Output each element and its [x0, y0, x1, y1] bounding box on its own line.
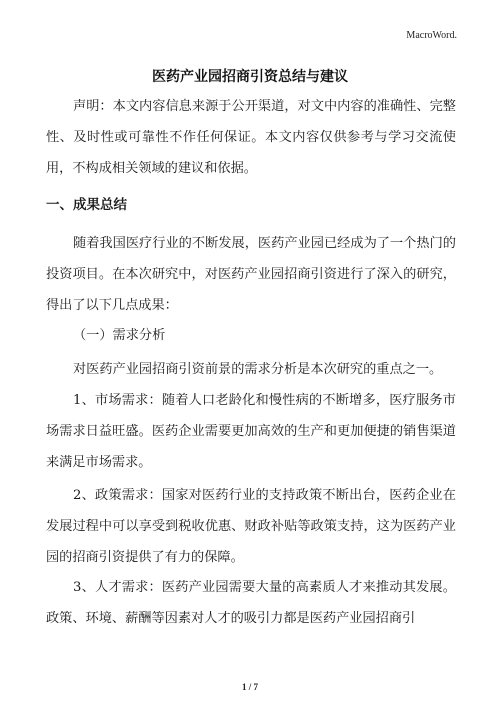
brand-label: MacroWord.: [406, 30, 457, 41]
list-item-market: 1、市场需求：随着人口老龄化和慢性病的不断增多，医疗服务市场需求日益旺盛。医药企业需要更加高效的生产和更加便捷的销售渠道来满足市场需求。: [46, 393, 456, 470]
list-item-talent: 3、人才需求：医药产业园需要大量的高素质人才来推动其发展。政策、环境、薪酬等因素对人才的吸引力都是医药产业园招商引: [46, 580, 456, 626]
disclaimer-paragraph: 声明：本文内容信息来源于公开渠道，对文中内容的准确性、完整性、及时性或可靠性不作任何保证。本文内容仅供参考与学习交流使用，不构成相关领域的建议和依据。: [46, 99, 456, 176]
page-number: 1 / 7: [241, 682, 258, 692]
list-item-policy: 2、政策需求：国家对医药行业的支持政策不断出台，医药企业在发展过程中可以享受到税收优惠、财政补贴等政策支持，这为医药产业园的招商引资提供了有力的保障。: [46, 488, 456, 565]
subsection-intro-paragraph: 对医药产业园招商引资前景的需求分析是本次研究的重点之一。: [73, 362, 443, 377]
subsection-heading: （一）需求分析: [73, 328, 166, 343]
section-heading: 一、成果总结: [46, 197, 127, 213]
section-intro-paragraph: 随着我国医疗行业的不断发展，医药产业园已经成为了一个热门的投资项目。在本次研究中，对医药产业园招商引资进行了深入的研究，得出了以下几点成果：: [46, 236, 456, 313]
document-title: 医药产业园招商引资总结与建议: [152, 69, 348, 85]
